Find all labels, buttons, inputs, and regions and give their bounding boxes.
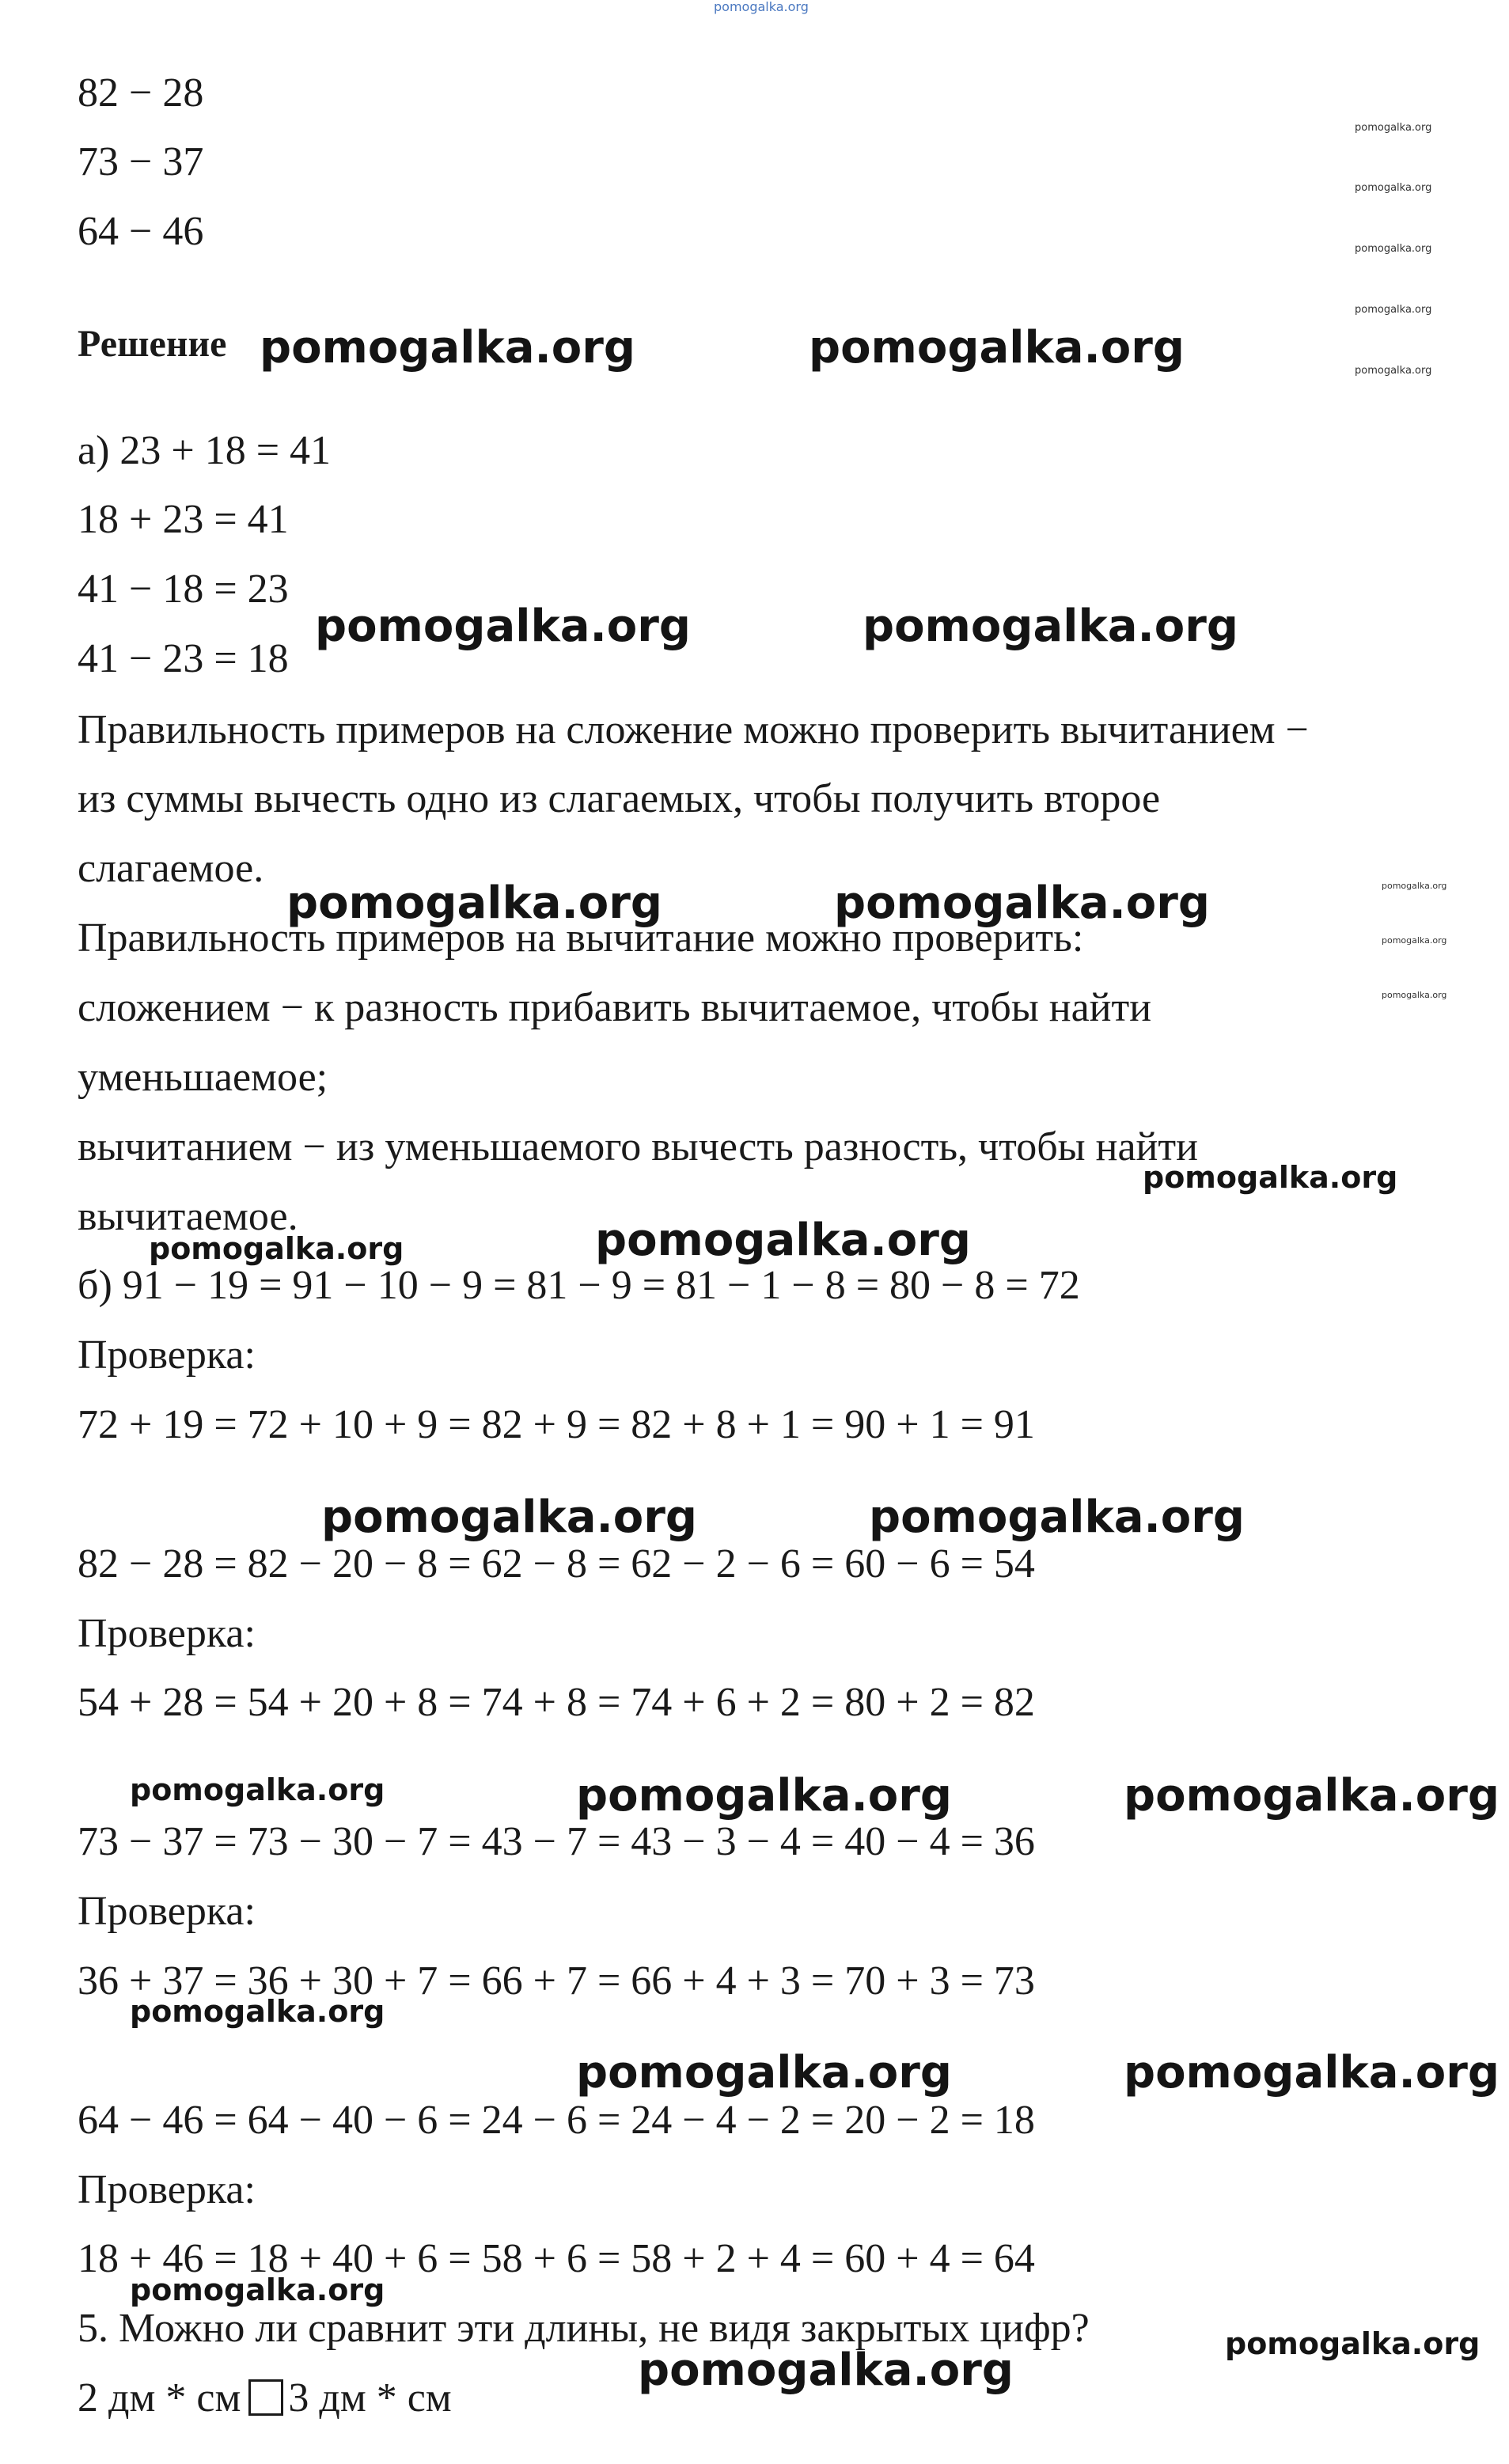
watermark: pomogalka.org	[1382, 990, 1447, 1000]
calculation-line: 82 − 28 = 82 − 20 − 8 = 62 − 8 = 62 − 2 − 6 = 60 − 6 = 54	[78, 1541, 1035, 1586]
solution-line: 41 − 18 = 23	[78, 567, 289, 612]
length-right: 3 дм * см	[288, 2375, 452, 2420]
watermark-top: pomogalka.org	[714, 0, 809, 14]
check-label: Проверка:	[78, 1611, 256, 1656]
watermark: pomogalka.org	[1225, 2326, 1481, 2361]
exercise-line: 73 − 37	[78, 139, 204, 184]
watermark: pomogalka.org	[834, 878, 1210, 929]
explanation-line: вычитанием − из уменьшаемого вычесть разность, чтобы найти	[78, 1124, 1198, 1169]
comparison-box	[248, 2379, 283, 2416]
watermark: pomogalka.org	[638, 2345, 1014, 2396]
length-left: 2 дм * см	[78, 2375, 241, 2420]
watermark: pomogalka.org	[1382, 881, 1447, 891]
watermark: pomogalka.org	[130, 2273, 385, 2307]
watermark: pomogalka.org	[260, 322, 635, 373]
explanation-line: Правильность примеров на вычитание можно проверить:	[78, 915, 1084, 961]
solution-line: 41 − 23 = 18	[78, 636, 289, 681]
explanation-line: уменьшаемое;	[78, 1055, 328, 1100]
watermark: pomogalka.org	[315, 601, 691, 652]
explanation-line: слагаемое.	[78, 846, 264, 891]
calculation-line: 54 + 28 = 54 + 20 + 8 = 74 + 8 = 74 + 6 + 2 = 80 + 2 = 82	[78, 1680, 1035, 1725]
solution-heading: Решение	[78, 323, 227, 365]
calculation-line: 72 + 19 = 72 + 10 + 9 = 82 + 9 = 82 + 8 + 1 = 90 + 1 = 91	[78, 1402, 1035, 1447]
watermark: pomogalka.org	[1355, 243, 1432, 255]
check-label: Проверка:	[78, 2167, 256, 2212]
task-question: 5. Можно ли сравнит эти длины, не видя закрытых цифр?	[78, 2306, 1090, 2351]
watermark: pomogalka.org	[286, 878, 662, 929]
explanation-line: вычитаемое.	[78, 1194, 298, 1239]
solution-line: 18 + 23 = 41	[78, 497, 289, 542]
watermark: pomogalka.org	[1124, 2047, 1500, 2098]
calculation-line: 36 + 37 = 36 + 30 + 7 = 66 + 7 = 66 + 4 + 3 = 70 + 3 = 73	[78, 1958, 1035, 2003]
watermark: pomogalka.org	[1355, 304, 1432, 316]
calculation-line: 64 − 46 = 64 − 40 − 6 = 24 − 6 = 24 − 4 − 2 = 20 − 2 = 18	[78, 2098, 1035, 2143]
calculation-line: 18 + 46 = 18 + 40 + 6 = 58 + 6 = 58 + 2 + 4 = 60 + 4 = 64	[78, 2236, 1035, 2281]
watermark: pomogalka.org	[869, 1492, 1245, 1543]
watermark: pomogalka.org	[1124, 1770, 1500, 1821]
calculation-line: б) 91 − 19 = 91 − 10 − 9 = 81 − 9 = 81 − 1 − 8 = 80 − 8 = 72	[78, 1263, 1080, 1308]
watermark: pomogalka.org	[1382, 935, 1447, 946]
watermark: pomogalka.org	[1355, 365, 1432, 377]
watermark: pomogalka.org	[576, 1770, 952, 1821]
watermark: pomogalka.org	[130, 1772, 385, 1807]
check-label: Проверка:	[78, 1332, 256, 1378]
check-label: Проверка:	[78, 1889, 256, 1934]
watermark: pomogalka.org	[1143, 1160, 1398, 1195]
watermark: pomogalka.org	[863, 601, 1238, 652]
watermark: pomogalka.org	[321, 1492, 697, 1543]
calculation-line: 73 − 37 = 73 − 30 − 7 = 43 − 7 = 43 − 3 − 4 = 40 − 4 = 36	[78, 1819, 1035, 1864]
explanation-line: из суммы вычесть одно из слагаемых, чтобы получить второе	[78, 776, 1161, 821]
watermark: pomogalka.org	[1355, 122, 1432, 134]
watermark: pomogalka.org	[595, 1215, 971, 1266]
watermark: pomogalka.org	[130, 1994, 385, 2029]
watermark: pomogalka.org	[809, 322, 1185, 373]
watermark: pomogalka.org	[1355, 182, 1432, 194]
watermark: pomogalka.org	[149, 1231, 404, 1266]
watermark: pomogalka.org	[576, 2047, 952, 2098]
exercise-line: 64 − 46	[78, 209, 204, 254]
explanation-line: Правильность примеров на сложение можно проверить вычитанием −	[78, 707, 1309, 752]
exercise-line: 82 − 28	[78, 70, 204, 116]
explanation-line: сложением − к разность прибавить вычитаемое, чтобы найти	[78, 985, 1152, 1030]
solution-line: а) 23 + 18 = 41	[78, 428, 332, 473]
task-comparison	[78, 2375, 452, 2422]
